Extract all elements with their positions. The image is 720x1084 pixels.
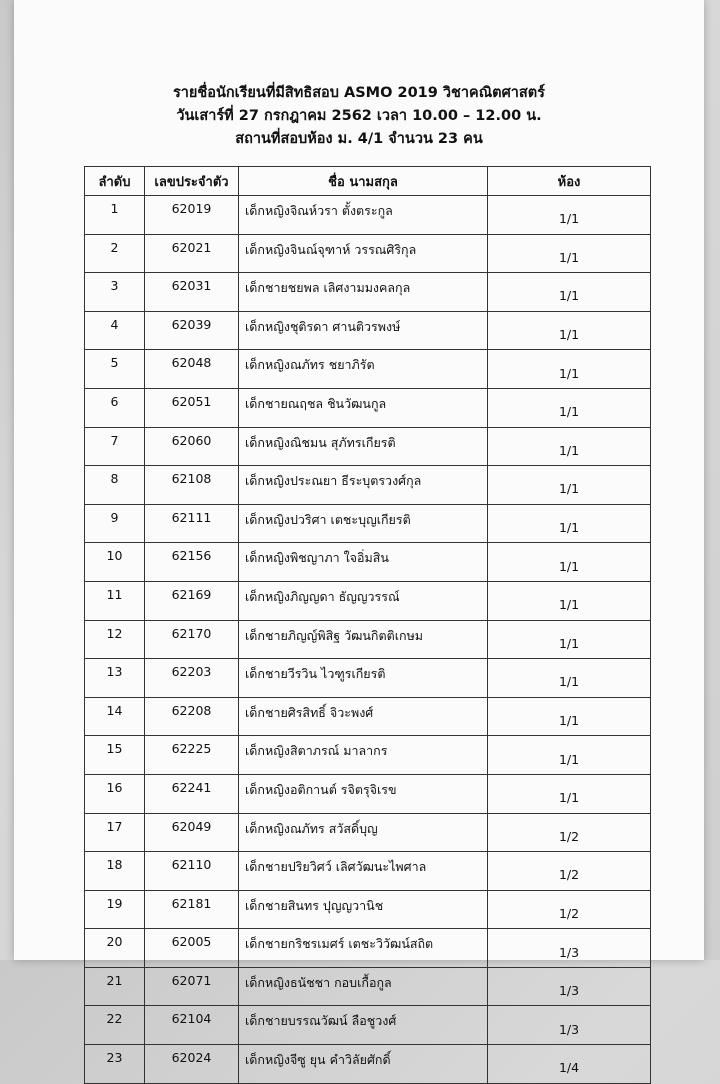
cell-student-id: 62060 bbox=[145, 427, 239, 466]
cell-number: 14 bbox=[85, 697, 145, 736]
table-row bbox=[85, 543, 651, 582]
cell-student-name: เด็กหญิงจีซู ยุน คำวิลัยศักดิ์ bbox=[239, 1045, 488, 1084]
document-page bbox=[14, 0, 704, 1076]
cell-student-id: 62170 bbox=[145, 620, 239, 659]
cell-number: 7 bbox=[85, 427, 145, 466]
cell-student-id: 62156 bbox=[145, 543, 239, 582]
cell-student-name: เด็กหญิงณภัทร สวัสดิ์บุญ bbox=[239, 813, 488, 852]
cell-student-name: เด็กชายสินทร ปุญญวานิช bbox=[239, 890, 488, 929]
cell-room: 1/1 bbox=[488, 774, 651, 813]
cell-student-name: เด็กชายศิรสิทธิ์ จิวะพงศ์ bbox=[239, 697, 488, 736]
cell-number: 15 bbox=[85, 736, 145, 775]
table-row bbox=[85, 1006, 651, 1045]
cell-number: 3 bbox=[85, 273, 145, 312]
cell-room: 1/1 bbox=[488, 543, 651, 582]
cell-student-id: 62049 bbox=[145, 813, 239, 852]
cell-student-name: เด็กชายกริชรเมศร์ เตชะวิวัฒน์สถิต bbox=[239, 929, 488, 968]
cell-student-id: 62104 bbox=[145, 1006, 239, 1045]
cell-number: 21 bbox=[85, 967, 145, 1006]
cell-number: 13 bbox=[85, 659, 145, 698]
cell-room: 1/2 bbox=[488, 852, 651, 891]
cell-student-name: เด็กหญิงจินณ์จุฑาห์ วรรณศิริกุล bbox=[239, 234, 488, 273]
cell-room: 1/1 bbox=[488, 388, 651, 427]
table-row bbox=[85, 890, 651, 929]
cell-student-id: 62181 bbox=[145, 890, 239, 929]
table-row bbox=[85, 427, 651, 466]
cell-room: 1/1 bbox=[488, 311, 651, 350]
column-header-room: ห้อง bbox=[488, 167, 651, 196]
cell-room: 1/1 bbox=[488, 466, 651, 505]
column-header-name: ชื่อ นามสกุล bbox=[239, 167, 488, 196]
table-row bbox=[85, 929, 651, 968]
cell-number: 20 bbox=[85, 929, 145, 968]
student-roster-table bbox=[84, 166, 651, 1084]
table-row bbox=[85, 196, 651, 235]
cell-number: 17 bbox=[85, 813, 145, 852]
table-body bbox=[85, 196, 651, 1084]
cell-room: 1/2 bbox=[488, 813, 651, 852]
cell-student-id: 62241 bbox=[145, 774, 239, 813]
cell-student-id: 62051 bbox=[145, 388, 239, 427]
cell-room: 1/1 bbox=[488, 659, 651, 698]
cell-student-name: เด็กชายภิญญ์พิสิฐ วัฒนกิตติเกษม bbox=[239, 620, 488, 659]
cell-student-name: เด็กชายวีรวิน ไวฑูรเกียรติ bbox=[239, 659, 488, 698]
cell-student-name: เด็กหญิงปวริศา เตชะบุญเกียรติ bbox=[239, 504, 488, 543]
cell-room: 1/3 bbox=[488, 929, 651, 968]
cell-number: 6 bbox=[85, 388, 145, 427]
table-row bbox=[85, 852, 651, 891]
cell-student-name: เด็กชายปริยวิศว์ เลิศวัฒนะไพศาล bbox=[239, 852, 488, 891]
cell-student-id: 62110 bbox=[145, 852, 239, 891]
cell-number: 11 bbox=[85, 581, 145, 620]
cell-student-name: เด็กหญิงณิชมน สุภัทรเกียรติ bbox=[239, 427, 488, 466]
table-row bbox=[85, 350, 651, 389]
cell-student-id: 62169 bbox=[145, 581, 239, 620]
cell-number: 10 bbox=[85, 543, 145, 582]
table-row bbox=[85, 620, 651, 659]
table-row bbox=[85, 466, 651, 505]
table-header-row bbox=[85, 167, 651, 196]
cell-student-id: 62203 bbox=[145, 659, 239, 698]
table-row bbox=[85, 504, 651, 543]
column-header-number: ลำดับ bbox=[85, 167, 145, 196]
table-row bbox=[85, 1045, 651, 1084]
cell-student-name: เด็กหญิงพิชญาภา ใจอิ่มสิน bbox=[239, 543, 488, 582]
cell-student-id: 62031 bbox=[145, 273, 239, 312]
document-title: รายชื่อนักเรียนที่มีสิทธิสอบ ASMO 2019 วิชาคณิตศาสตร์ bbox=[173, 85, 545, 101]
cell-student-id: 62039 bbox=[145, 311, 239, 350]
cell-number: 8 bbox=[85, 466, 145, 505]
table-row bbox=[85, 736, 651, 775]
cell-room: 1/1 bbox=[488, 504, 651, 543]
cell-number: 19 bbox=[85, 890, 145, 929]
cell-number: 2 bbox=[85, 234, 145, 273]
cell-number: 9 bbox=[85, 504, 145, 543]
cell-student-name: เด็กชายบรรณวัฒน์ ลือชูวงศ์ bbox=[239, 1006, 488, 1045]
cell-student-name: เด็กหญิงณภัทร ชยาภิรัต bbox=[239, 350, 488, 389]
cell-room: 1/2 bbox=[488, 890, 651, 929]
cell-student-id: 62208 bbox=[145, 697, 239, 736]
cell-number: 16 bbox=[85, 774, 145, 813]
table-row bbox=[85, 659, 651, 698]
cell-student-id: 62021 bbox=[145, 234, 239, 273]
document-header bbox=[14, 82, 704, 151]
cell-student-id: 62048 bbox=[145, 350, 239, 389]
cell-room: 1/3 bbox=[488, 967, 651, 1006]
table-row bbox=[85, 967, 651, 1006]
cell-student-id: 62024 bbox=[145, 1045, 239, 1084]
cell-student-id: 62019 bbox=[145, 196, 239, 235]
cell-student-id: 62111 bbox=[145, 504, 239, 543]
cell-room: 1/1 bbox=[488, 697, 651, 736]
cell-student-name: เด็กหญิงประณยา ธีระบุตรวงศ์กุล bbox=[239, 466, 488, 505]
cell-student-name: เด็กหญิงอติกานต์ รจิตรุจิเรข bbox=[239, 774, 488, 813]
cell-number: 23 bbox=[85, 1045, 145, 1084]
cell-room: 1/1 bbox=[488, 581, 651, 620]
cell-room: 1/1 bbox=[488, 427, 651, 466]
cell-student-name: เด็กหญิงธนัชชา กอบเกื้อกูล bbox=[239, 967, 488, 1006]
exam-date-time: วันเสาร์ที่ 27 กรกฎาคม 2562 เวลา 10.00 – 12.00 น. bbox=[176, 108, 542, 124]
cell-student-name: เด็กชายชยพล เลิศงามมงคลกุล bbox=[239, 273, 488, 312]
column-header-student-id: เลขประจำตัว bbox=[145, 167, 239, 196]
cell-student-name: เด็กหญิงภิญญดา ธัญญวรรณ์ bbox=[239, 581, 488, 620]
table-row bbox=[85, 813, 651, 852]
cell-student-id: 62005 bbox=[145, 929, 239, 968]
cell-number: 12 bbox=[85, 620, 145, 659]
cell-student-id: 62108 bbox=[145, 466, 239, 505]
cell-room: 1/1 bbox=[488, 273, 651, 312]
cell-student-name: เด็กหญิงจิณห์วรา ตั้งตระกูล bbox=[239, 196, 488, 235]
cell-room: 1/3 bbox=[488, 1006, 651, 1045]
table-row bbox=[85, 388, 651, 427]
cell-number: 5 bbox=[85, 350, 145, 389]
table-row bbox=[85, 581, 651, 620]
table-row bbox=[85, 234, 651, 273]
cell-room: 1/1 bbox=[488, 736, 651, 775]
cell-student-name: เด็กชายณฤชล ชินวัฒนกูล bbox=[239, 388, 488, 427]
cell-room: 1/1 bbox=[488, 620, 651, 659]
cell-number: 4 bbox=[85, 311, 145, 350]
cell-student-id: 62071 bbox=[145, 967, 239, 1006]
exam-room-info: สถานที่สอบห้อง ม. 4/1 จำนวน 23 คน bbox=[235, 131, 483, 147]
table-row bbox=[85, 697, 651, 736]
cell-number: 1 bbox=[85, 196, 145, 235]
cell-room: 1/1 bbox=[488, 196, 651, 235]
cell-room: 1/4 bbox=[488, 1045, 651, 1084]
cell-student-id: 62225 bbox=[145, 736, 239, 775]
cell-student-name: เด็กหญิงชุติรดา ศานติวรพงษ์ bbox=[239, 311, 488, 350]
table-row bbox=[85, 774, 651, 813]
cell-room: 1/1 bbox=[488, 350, 651, 389]
cell-number: 18 bbox=[85, 852, 145, 891]
cell-student-name: เด็กหญิงสิตาภรณ์ มาลากร bbox=[239, 736, 488, 775]
table-row bbox=[85, 273, 651, 312]
cell-room: 1/1 bbox=[488, 234, 651, 273]
table-row bbox=[85, 311, 651, 350]
cell-number: 22 bbox=[85, 1006, 145, 1045]
